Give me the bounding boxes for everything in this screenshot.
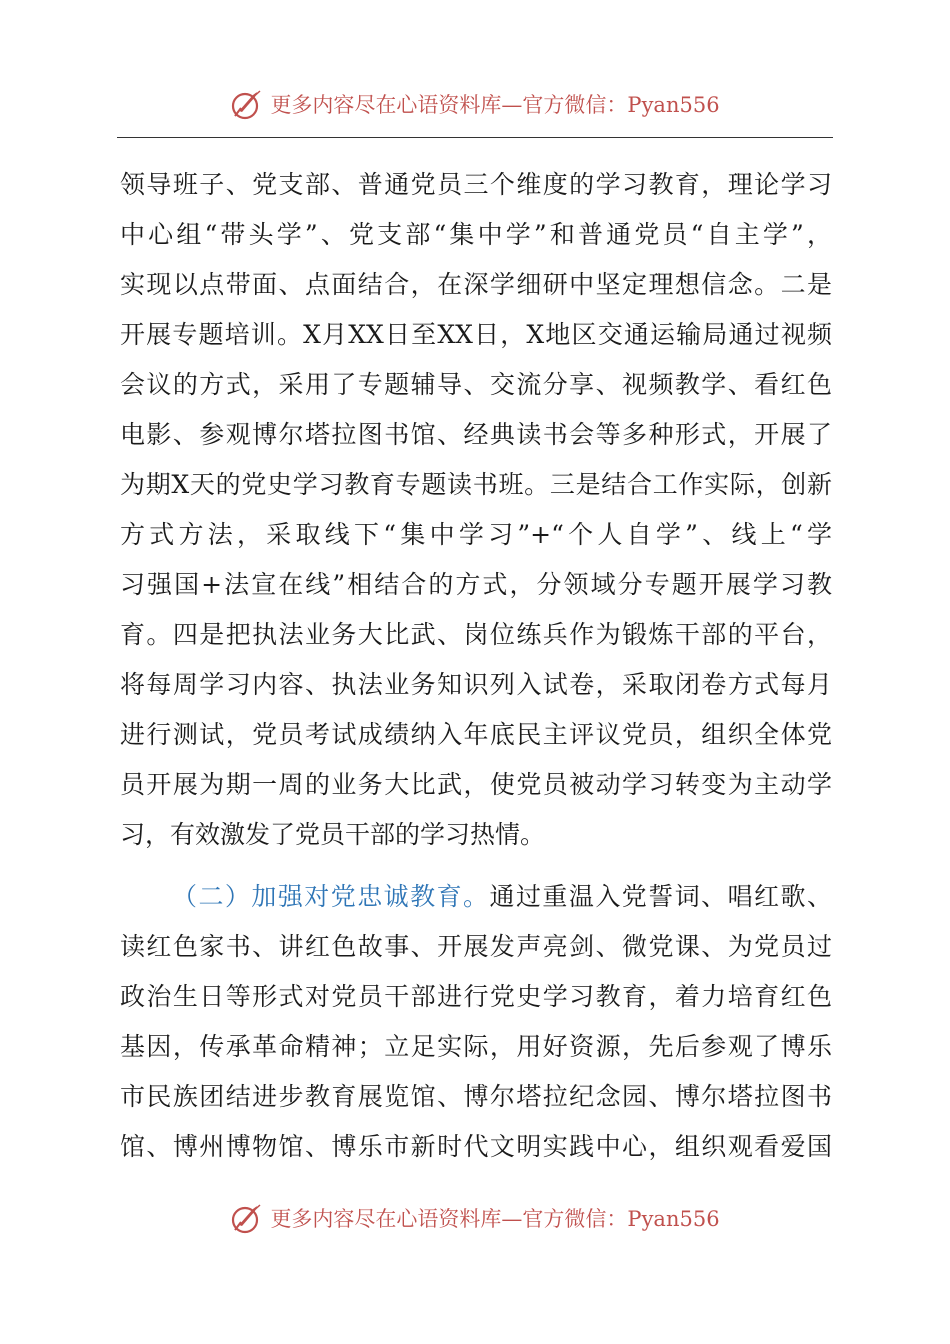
text-line: 市民族团结进步教育展览馆、博尔塔拉纪念园、博尔塔拉图书 bbox=[120, 1082, 832, 1111]
footer-watermark bbox=[0, 1196, 950, 1240]
text-line-last: 习，有效激发了党员干部的学习热情。 bbox=[120, 820, 546, 849]
text-line: 员开展为期一周的业务大比武，使党员被动学习转变为主动学 bbox=[120, 770, 832, 799]
text-line: 习强国+法宣在线”相结合的方式，分领域分专题开展学习教 bbox=[120, 570, 832, 599]
text-line: 读红色家书、讲红色故事、开展发声亮剑、微党课、为党员过 bbox=[120, 932, 832, 961]
text-line: 进行测试，党员考试成绩纳入年底民主评议党员，组织全体党 bbox=[120, 720, 832, 749]
paragraph-loyalty-education bbox=[120, 872, 832, 1172]
section-heading: （二）加强对党忠诚教育。 bbox=[172, 882, 490, 911]
text-line: 方式方法，采取线下“集中学习”+“个人自学”、线上“学 bbox=[120, 520, 832, 549]
text-line: 政治生日等形式对党员干部进行党史学习教育，着力培育红色 bbox=[120, 982, 832, 1011]
text-line: 领导班子、党支部、普通党员三个维度的学习教育，理论学习 bbox=[120, 170, 832, 199]
quill-logo-icon bbox=[230, 1201, 264, 1235]
text-line: 馆、博州博物馆、博乐市新时代文明实践中心，组织观看爱国 bbox=[120, 1132, 832, 1161]
text-line: 将每周学习内容、执法业务知识列入试卷，采取闭卷方式每月 bbox=[120, 670, 832, 699]
text-line: 为期X天的党史学习教育专题读书班。三是结合工作实际，创新 bbox=[120, 470, 832, 499]
document-body bbox=[120, 160, 832, 1172]
text-line: 开展专题培训。X月XX日至XX日，X地区交通运输局通过视频 bbox=[120, 320, 832, 349]
footer-watermark-text: 更多内容尽在心语资料库—官方微信：Pyan556 bbox=[270, 1207, 720, 1231]
text-line-first bbox=[120, 872, 832, 922]
heading-following-text: 通过重温入党誓词、唱红歌、 bbox=[489, 882, 832, 911]
header-watermark-text: 更多内容尽在心语资料库—官方微信：Pyan556 bbox=[270, 93, 720, 117]
text-line: 会议的方式，采用了专题辅导、交流分享、视频教学、看红色 bbox=[120, 370, 832, 399]
text-line: 电影、参观博尔塔拉图书馆、经典读书会等多种形式，开展了 bbox=[120, 420, 832, 449]
text-line: 实现以点带面、点面结合，在深学细研中坚定理想信念。二是 bbox=[120, 270, 832, 299]
text-line: 育。四是把执法业务大比武、岗位练兵作为锻炼干部的平台， bbox=[120, 620, 832, 649]
quill-logo-icon bbox=[230, 87, 264, 121]
header-divider bbox=[117, 137, 833, 138]
header-watermark bbox=[0, 82, 950, 126]
paragraph-continued bbox=[120, 160, 832, 860]
text-line: 中心组“带头学”、党支部“集中学”和普通党员“自主学”， bbox=[120, 220, 832, 249]
text-line: 基因，传承革命精神；立足实际，用好资源，先后参观了博乐 bbox=[120, 1032, 832, 1061]
